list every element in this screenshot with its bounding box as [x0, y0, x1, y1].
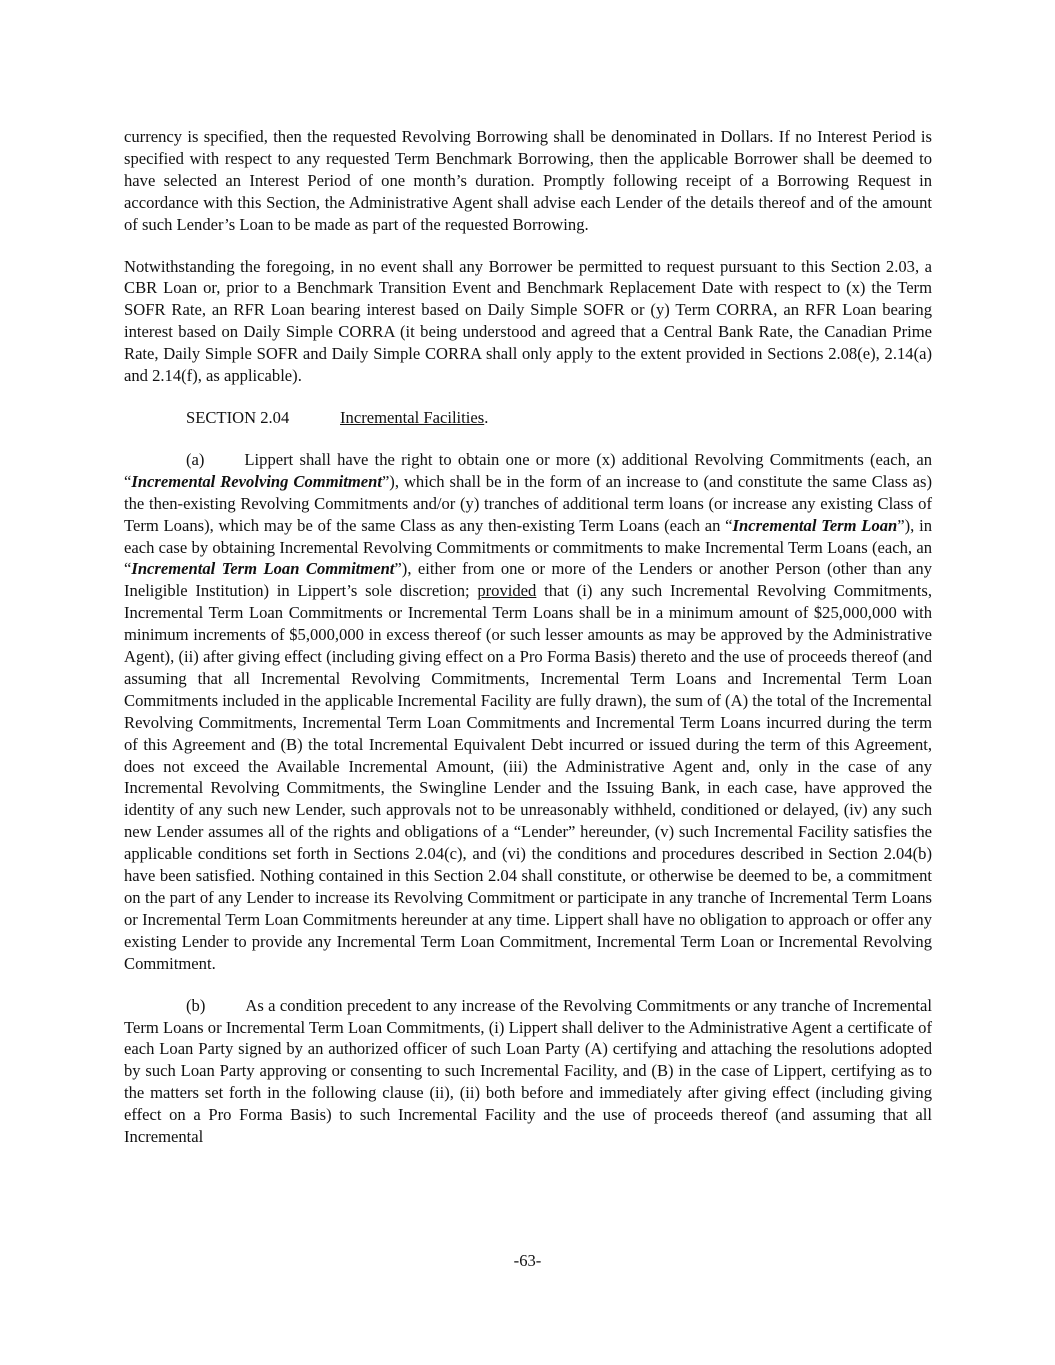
- paragraph-gap: [124, 387, 932, 407]
- paragraph-a-text-1: Lippert shall have the right to obtain one or more (x) additional Revolving Commitments (each, an “: [124, 449, 932, 491]
- paragraph-a-text-4: ”), either from one or more of the Lenders or another Person (other than any Ineligible Institution) in Lippert’s sole discretion;: [124, 559, 933, 601]
- defined-term-incremental-revolving-commitment: Incremental Revolving Commitment: [131, 471, 382, 491]
- section-number: SECTION 2.04: [186, 407, 290, 427]
- section-heading: [124, 407, 932, 429]
- page-number: -63-: [513, 1251, 542, 1270]
- paragraph-b-text: As a condition precedent to any increase of the Revolving Commitments or any tranche of Incremental Term Loans or Incremental Term Loan Commitments, (i) Lippert shall deliver to the Administrative Agent a certificate of each Loan Party signed by an authorized officer of such Loan Party (A) certifying and attaching the resolutions adopted by such Loan Party approving or consenting to such Incremental Facility, and (B) in the case of Lippert, certifying as to the matters set forth in the following clause (ii), (ii) both before and immediately after giving effect (including giving effect on a Pro Forma Basis) to such Incremental Facility and the use of proceeds thereof (and assuming that all Incremental: [124, 995, 932, 1147]
- paragraph-a-text-3: ”), in each case by obtaining Incremental Revolving Commitments or commitments to make Incremental Term Loans (each, an “: [124, 515, 932, 579]
- paragraph-a-text-2: ”), which shall be in the form of an increase to (and constitute the same Class as) the then-existing Revolving Commitments and/or (y) tranches of additional term loans (or increase any existing Class of Term Loans), which may be of the same Class as any then-existing Term Loans (each an “: [124, 471, 932, 535]
- paragraph-borrowing-currency: currency is specified, then the requested Revolving Borrowing shall be denominated in Dollars. If no Interest Period is specified with respect to any requested Term Benchmark Borrowing, then the applicable Borrower shall be deemed to have selected an Interest Period of one month’s duration. Promptly following receipt of a Borrowing Request in accordance with this Section, the Administrative Agent shall advise each Lender of the details thereof and of the amount of such Lender’s Loan to be made as part of the requested Borrowing.: [124, 127, 932, 234]
- paragraph-gap: [124, 975, 932, 995]
- paragraph-a-text-5: that (i) any such Incremental Revolving Commitments, Incremental Term Loan Commitments or Incremental Term Loans shall be in a minimum amount of $25,000,000 with minimum increments of $5,000,000 in excess thereof (or such lesser amounts as may be approved by the Administrative Agent), (ii) after giving effect (including giving effect on a Pro Forma Basis) thereto and the use of proceeds thereof (and assuming that all Incremental Revolving Commitments, Incremental Term Loans and Incremental Term Loan Commitments included in the applicable Incremental Facility are fully drawn), the sum of (A) the total of the Incremental Revolving Commitments, Incremental Term Loan Commitments and Incremental Term Loans incurred during the term of this Agreement and (B) the total Incremental Equivalent Debt incurred or issued during the term of this Agreement, does not exceed the Available Incremental Amount, (iii) the Administrative Agent and, only in the case of any Incremental Revolving Commitments, the Swingline Lender and the Issuing Bank, in each case, have approved the identity of any such new Lender, such approvals not to be unreasonably withheld, conditioned or delayed, (iv) any such new Lender assumes all of the rights and obligations of a “Lender” hereunder, (v) such Incremental Facility satisfies the applicable conditions set forth in Sections 2.04(c), and (vi) the conditions and procedures described in Section 2.04(b) have been satisfied. Nothing contained in this Section 2.04 shall constitute, or otherwise be deemed to be, a commitment on the part of any Lender to increase its Revolving Commitment or participate in any tranche of Incremental Term Loans or Incremental Term Loan Commitments hereunder at any time. Lippert shall have no obligation to approach or offer any existing Lender to provide any Incremental Term Loan Commitment, Incremental Term Loan or Incremental Revolving Commitment.: [124, 581, 932, 973]
- paragraph-a: [124, 449, 932, 975]
- paragraph-b-label: (b): [186, 995, 206, 1015]
- provided-term: provided: [477, 581, 537, 601]
- paragraph-gap: [124, 429, 932, 449]
- paragraph-a-label: (a): [186, 449, 205, 469]
- paragraph-gap: [124, 236, 932, 256]
- paragraph-notwithstanding: Notwithstanding the foregoing, in no event shall any Borrower be permitted to request pursuant to this Section 2.03, a CBR Loan or, prior to a Benchmark Transition Event and Benchmark Replacement Date with respect to (x) the Term SOFR Rate, an RFR Loan bearing interest based on Daily Simple SOFR or (y) Term CORRA, an RFR Loan bearing interest based on Daily Simple CORRA (it being understood and agreed that a Central Bank Rate, the Canadian Prime Rate, Daily Simple SOFR and Daily Simple CORRA shall only apply to the extent provided in Sections 2.08(e), 2.14(a) and 2.14(f), as applicable).: [124, 256, 932, 386]
- section-title-period: .: [484, 407, 489, 427]
- paragraph-b: [124, 995, 932, 1148]
- defined-term-incremental-term-loan-commitment: Incremental Term Loan Commitment: [131, 559, 395, 579]
- document-page: [124, 126, 932, 1148]
- defined-term-incremental-term-loan: Incremental Term Loan: [732, 515, 898, 535]
- section-title: Incremental Facilities: [340, 407, 485, 427]
